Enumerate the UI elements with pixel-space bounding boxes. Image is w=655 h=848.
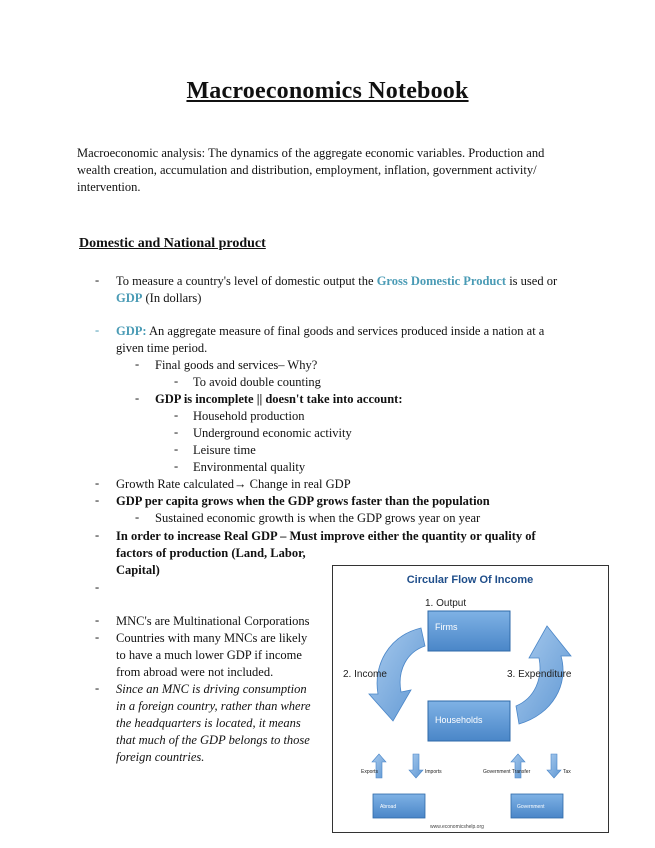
label-expenditure: 3. Expenditure [507,669,572,680]
bullet-real-gdp-line2: factors of production (Land, Labor, [116,546,306,560]
bullet-dash: - [95,323,100,337]
intro-paragraph: Macroeconomic analysis: The dynamics of the aggregate economic variables. Production and wealth creation, accumulation and distribution, employment, inflation, government activity/ intervention. [77,146,545,194]
bullet-dash: - [135,391,140,405]
bullet-dash: - [174,425,179,439]
label-exports: Exports [361,769,378,775]
diagram-website: www.economicshelp.org [430,824,484,830]
bullet-mnc-consumption-line3: the headquarters is located, it means [116,716,301,730]
bullet-mnc-consumption-line2: in a foreign country, rather than where [116,699,311,713]
bullet-mnc-definition: MNC's are Multinational Corporations [116,614,310,628]
bullet-dash: - [95,273,100,287]
bullet-gdp-definition [116,323,544,340]
bullet-dash: - [95,630,100,644]
bullet-dash: - [174,374,179,388]
label-abroad: Abroad [380,804,397,810]
sub-sub-bullet-household: Household production [193,409,305,423]
sub-sub-bullet-double-counting: To avoid double counting [193,375,321,389]
page-title: Macroeconomics Notebook [186,78,469,104]
bullet-real-gdp: In order to increase Real GDP – Must improve either the quantity or quality of [116,529,536,543]
bullet-real-gdp-line3: Capital) [116,563,160,577]
bullet-mnc-consumption-line4: that much of the GDP belongs to those [116,733,310,747]
sub-sub-bullet-underground: Underground economic activity [193,426,352,440]
bullet-text: An aggregate measure of final goods and services produced inside a nation at a [146,324,545,338]
label-gov-transfer: Government Transfer [483,769,531,775]
tax-arrow-icon [547,754,561,778]
label-tax: Tax [563,769,571,775]
bullet-dash: - [95,681,100,695]
bullet-gdp-measure [116,273,557,290]
gdp-abbr-link[interactable]: GDP [116,291,143,305]
label-government: Government [517,804,545,810]
sub-bullet-sustained-growth: Sustained economic growth is when the GDP grows year on year [155,511,481,525]
bullet-mnc-consumption-line5: foreign countries. [116,750,205,764]
bullet-text: is used or [506,274,558,288]
bullet-gdp-per-capita: GDP per capita grows when the GDP grows faster than the population [116,494,490,508]
bullet-dash: - [174,408,179,422]
bullet-dash: - [95,493,100,507]
bullet-mnc-gdp-line3: from abroad were not included. [116,665,274,679]
gdp-link[interactable]: Gross Domestic Product [376,274,507,288]
sub-bullet-final-goods: Final goods and services– Why? [155,358,318,372]
bullet-text: (In dollars) [142,291,202,305]
label-income: 2. Income [343,669,387,680]
label-firms: Firms [435,622,458,632]
bullet-dash: - [95,580,100,594]
bullet-dash: - [95,528,100,542]
sub-sub-bullet-environment: Environmental quality [193,460,306,474]
circular-flow-diagram [332,565,609,833]
bullet-dash: - [135,357,140,371]
bullet-dash: - [135,510,140,524]
label-output: 1. Output [425,598,467,609]
label-households: Households [435,715,483,725]
bullet-dash: - [95,476,100,490]
bullet-dash: - [95,613,100,627]
bullet-gdp-measure-line2 [116,290,201,307]
bullet-mnc-consumption: Since an MNC is driving consumption [116,682,307,696]
sub-bullet-gdp-incomplete: GDP is incomplete || doesn't take into account: [155,392,403,406]
bullet-gdp-definition-line2: given time period. [116,341,208,355]
bullet-mnc-gdp-line2: to have a much lower GDP if income [116,648,302,662]
bullet-mnc-gdp: Countries with many MNCs are likely [116,631,308,645]
section-heading: Domestic and National product [79,236,266,251]
bullet-dash: - [174,459,179,473]
gdp-label: GDP: [116,324,147,338]
sub-sub-bullet-leisure: Leisure time [193,443,256,457]
bullet-growth-rate: Growth Rate calculated→ Change in real GDP [116,477,351,491]
label-imports: Imports [425,769,442,775]
bullet-dash: - [174,442,179,456]
bullet-text: To measure a country's level of domestic output the [116,274,377,288]
diagram-title: Circular Flow Of Income [406,574,534,586]
imports-arrow-icon [409,754,423,778]
